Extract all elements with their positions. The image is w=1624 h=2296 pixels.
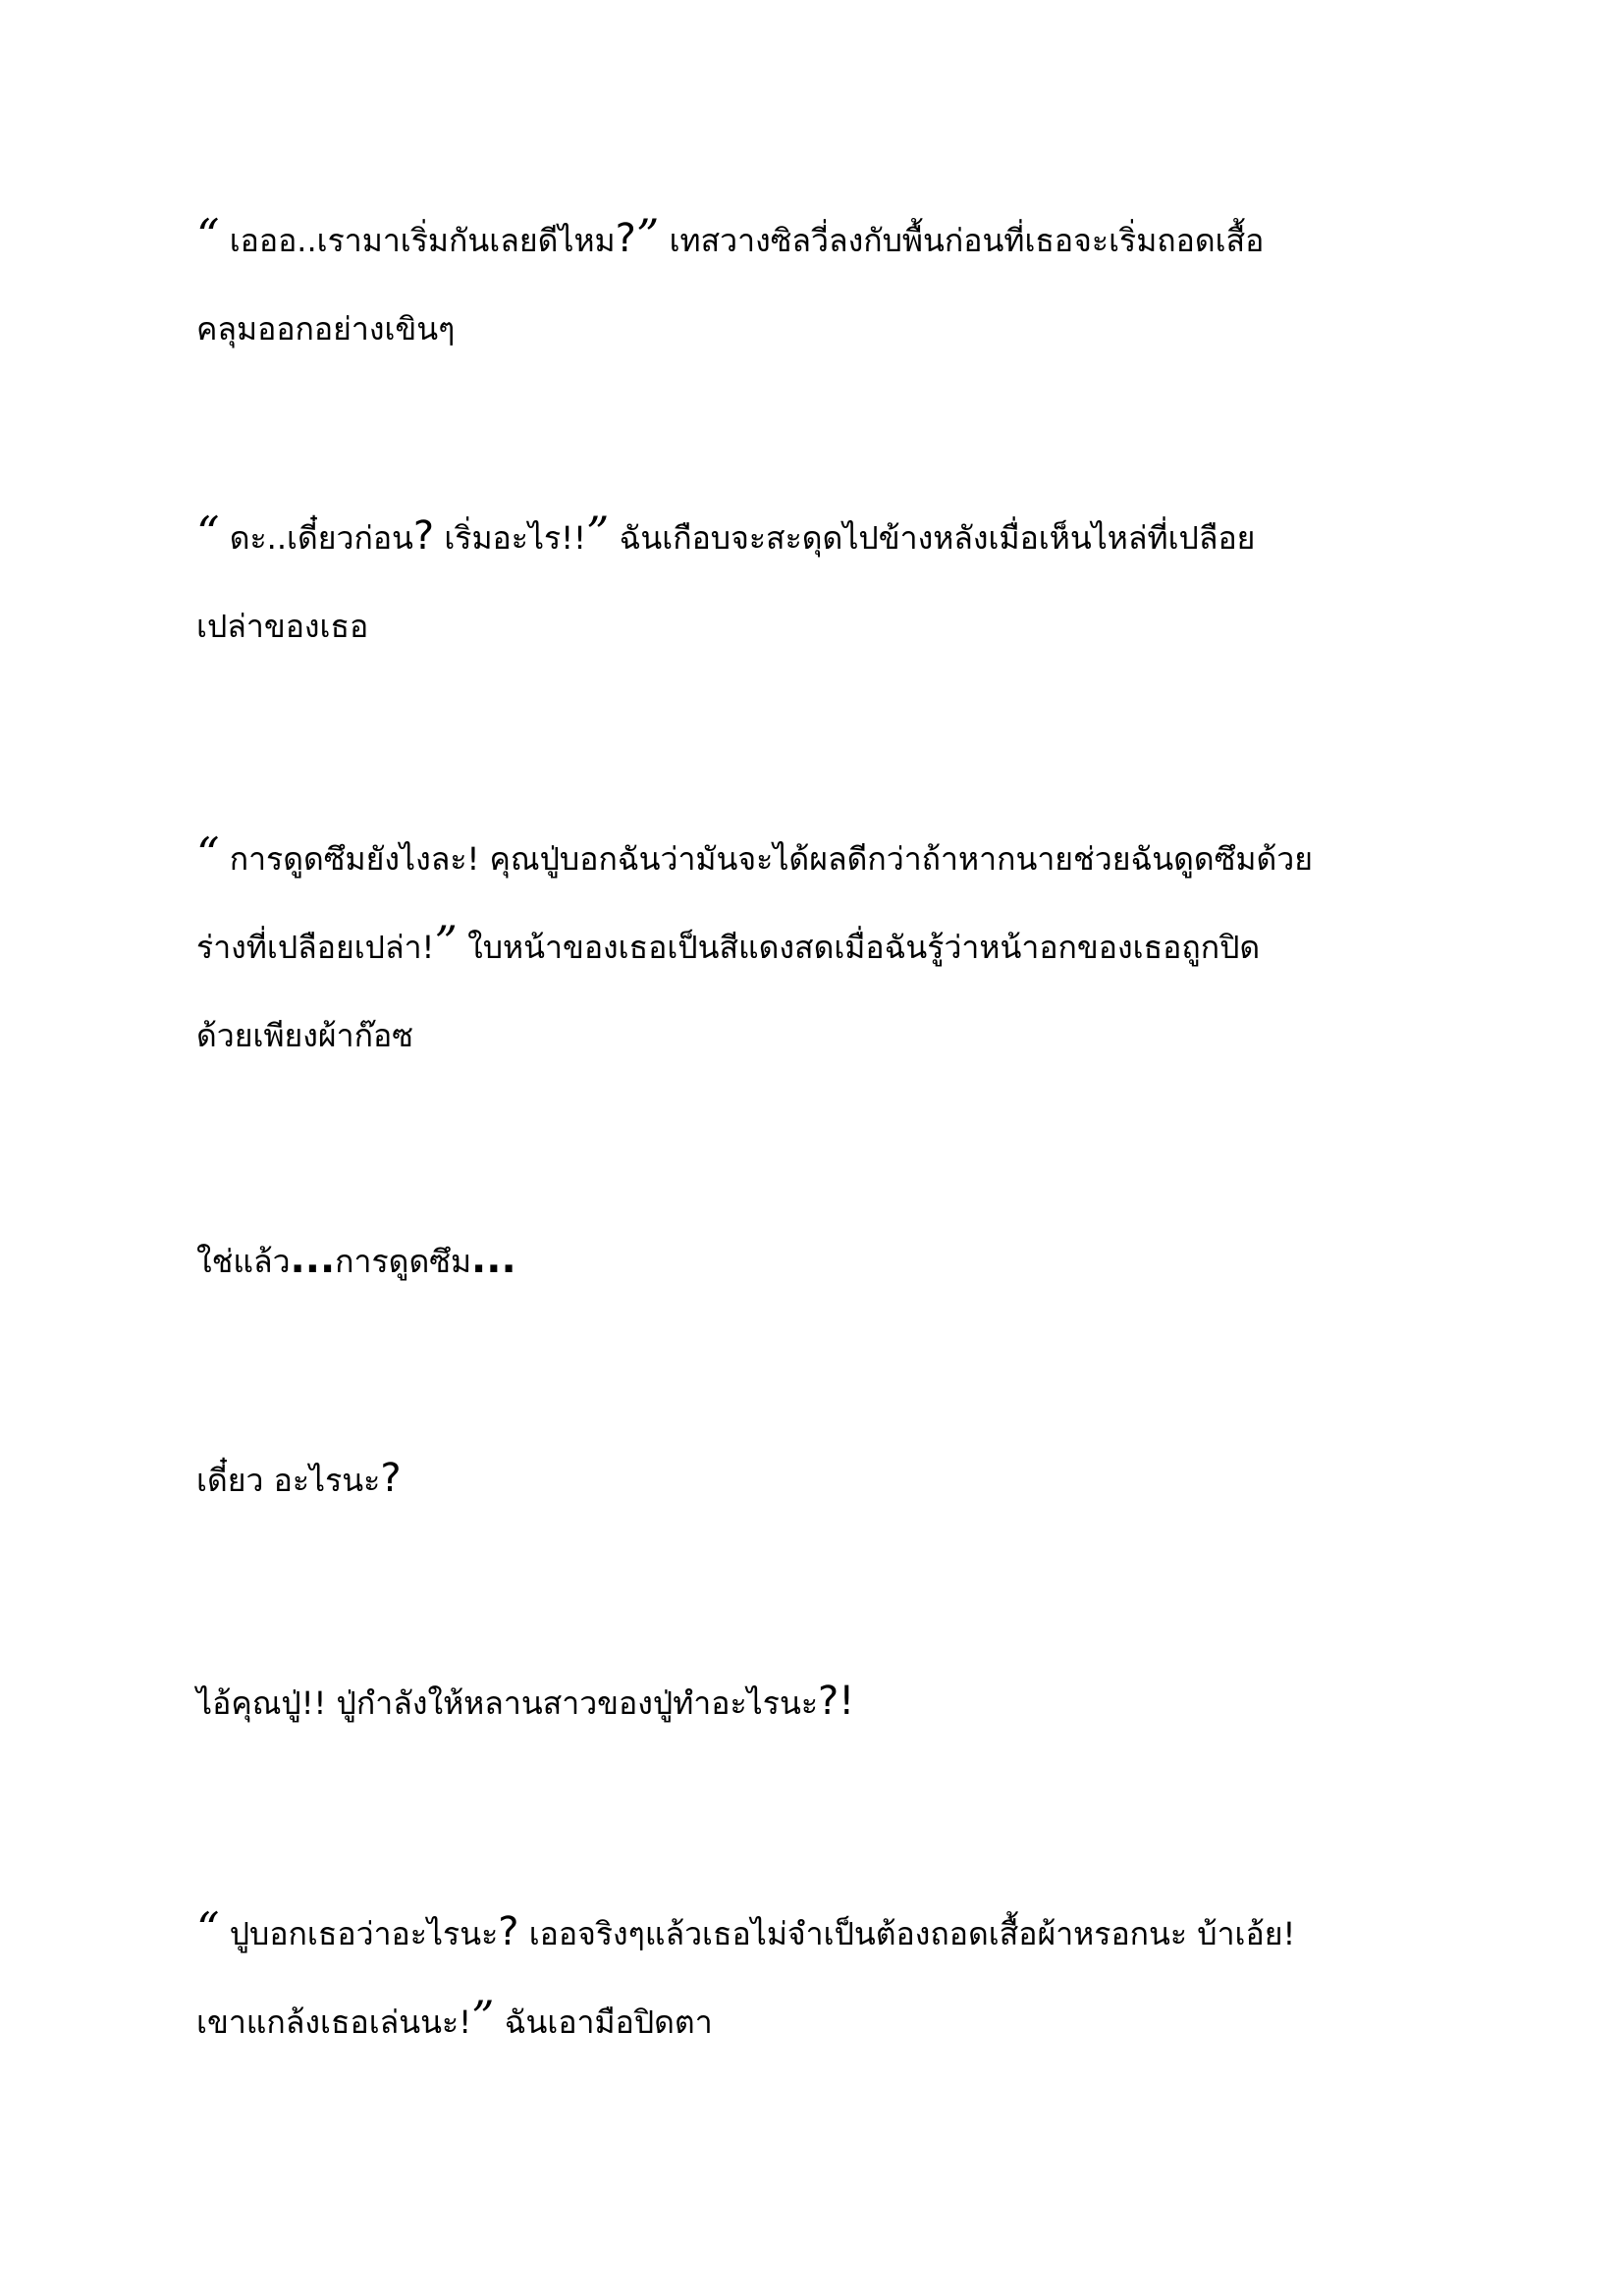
open-quote: “ xyxy=(196,507,220,560)
paragraph-2 xyxy=(196,494,1434,670)
ellipsis: ... xyxy=(290,1237,336,1282)
paragraph-5 xyxy=(196,1436,1434,1524)
paragraph-line xyxy=(196,815,1434,903)
narration-text: ฉันเอามือปิดตา xyxy=(494,2003,713,2041)
dialogue-text: ดะ..เดี๋ยวก่อน xyxy=(219,519,413,557)
paragraph-line xyxy=(196,494,1434,582)
narration-text: ด้วยเพียงผ้าก๊อซ xyxy=(196,1017,413,1054)
dialogue-text: ปูบอกเธอว่าอะไรนะ xyxy=(219,1915,499,1952)
paragraph-7 xyxy=(196,1890,1434,2066)
dialogue-text: เขาแกล้งเธอเล่นนะ! xyxy=(196,2003,472,2041)
paragraph-line xyxy=(196,1217,1434,1306)
question-mark: ? xyxy=(380,1456,402,1501)
narration-text: ใช่แล้ว xyxy=(196,1243,291,1280)
paragraph-3 xyxy=(196,815,1434,1080)
narration-text: เดี๋ยว อะไรนะ xyxy=(196,1462,381,1499)
paragraph-line xyxy=(196,991,1434,1080)
narration-text: การดูดซึม xyxy=(335,1243,472,1280)
paragraph-line xyxy=(196,582,1434,670)
dialogue-text: เอออ..เรามาเริ่มกันเลยดีไหม xyxy=(219,222,616,259)
paragraph-1 xyxy=(196,196,1434,373)
dialogue-text: เริ่มอะไร!! xyxy=(434,519,586,557)
narration-text: คลุมออกอย่างเขินๆ xyxy=(196,310,456,347)
open-quote: “ xyxy=(196,828,220,881)
ellipsis: ... xyxy=(471,1237,516,1282)
close-quote: ” xyxy=(471,1991,495,2044)
paragraph-line xyxy=(196,1978,1434,2066)
paragraph-line xyxy=(196,196,1434,285)
question-mark: ? xyxy=(615,216,636,261)
open-quote: “ xyxy=(196,1902,220,1955)
narration-text: เปล่าของเธอ xyxy=(196,608,369,645)
close-quote: ” xyxy=(585,507,610,560)
dialogue-text: ร่างที่เปลือยเปล่า! xyxy=(196,929,435,966)
paragraph-line xyxy=(196,285,1434,373)
dialogue-text: การดูดซึมยังไงละ! คุณปู่บอกฉันว่ามันจะได้ผลดีกว่าถ้าหากนายช่วยฉันดูดซึมด้วย xyxy=(219,840,1314,878)
paragraph-line xyxy=(196,903,1434,991)
narration-text: ใบหน้าของเธอเป็นสีแดงสดเมื่อฉันรู้ว่าหน้าอกของเธอถูกปิด xyxy=(457,929,1261,966)
paragraph-line xyxy=(196,1890,1434,1978)
question-mark: ? xyxy=(412,513,435,559)
paragraph-line xyxy=(196,1436,1434,1524)
paragraph-6 xyxy=(196,1659,1434,1747)
paragraph-line xyxy=(196,1659,1434,1747)
narration-text: ฉันเกือบจะสะดุดไปข้างหลังเมื่อเห็นไหล่ที่เปลือย xyxy=(609,519,1256,557)
close-quote: ” xyxy=(635,209,660,262)
narration-text: ไอ้คุณปู่!! ปู่กำลังให้หลานสาวของปู่ทำอะไรนะ xyxy=(196,1684,819,1722)
interrobang: ?! xyxy=(818,1679,855,1724)
close-quote: ” xyxy=(434,916,458,969)
dialogue-text: เออจริงๆแล้วเธอไม่จำเป็นต้องถอดเสื้อผ้าหรอกนะ บ้าเอ้ย! xyxy=(518,1915,1296,1952)
narration-text: เทสวางซิลวี่ลงกับพื้นก่อนที่เธอจะเริ่มถอดเสื้อ xyxy=(659,222,1265,259)
open-quote: “ xyxy=(196,209,220,262)
paragraph-4 xyxy=(196,1217,1434,1306)
question-mark: ? xyxy=(498,1909,519,1954)
